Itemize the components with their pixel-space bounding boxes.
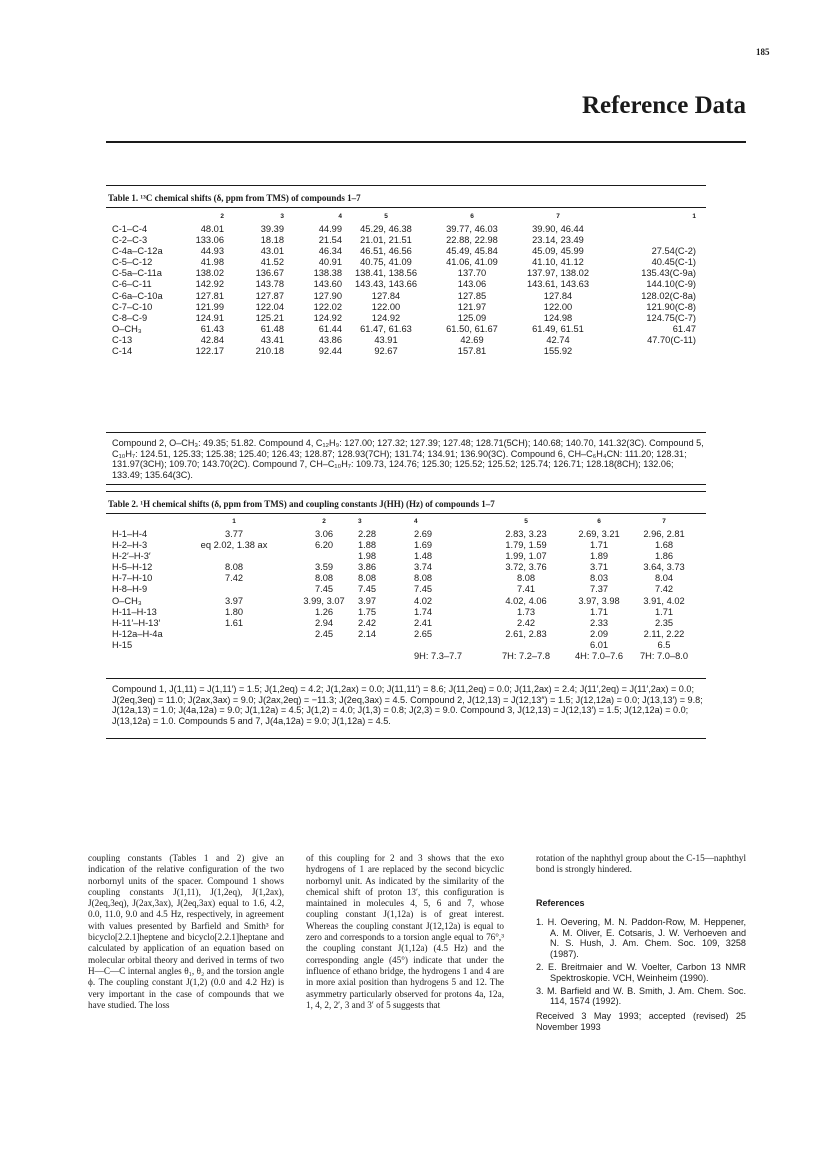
table-cell: 1.69 bbox=[414, 540, 433, 551]
table1 bbox=[112, 210, 696, 357]
table-cell: 1.74 bbox=[414, 606, 433, 617]
table-cell: 210.18 bbox=[255, 346, 284, 357]
title-rule bbox=[106, 141, 746, 143]
table-row bbox=[112, 618, 698, 629]
table-cell: 39.77, 46.03 bbox=[446, 224, 498, 234]
table-cell: 3.59 bbox=[314, 562, 334, 573]
table-cell: 3.64, 3.73 bbox=[643, 562, 685, 573]
table-cell: 40.45(C-1) bbox=[651, 257, 696, 268]
column-header: 6 bbox=[597, 518, 601, 526]
table-cell: 122.17 bbox=[195, 346, 224, 357]
table-cell: 3.97 bbox=[224, 595, 244, 606]
table-cell bbox=[602, 346, 696, 357]
table-cell: 2.45 bbox=[314, 628, 334, 639]
table-cell: 92.44 bbox=[318, 346, 342, 357]
table-cell: 1.26 bbox=[314, 606, 334, 617]
column-header: 7 bbox=[556, 213, 560, 221]
row-label: H-2–H-3 bbox=[112, 540, 148, 551]
table-cell: 3.86 bbox=[358, 562, 377, 573]
table-cell: 61.48 bbox=[260, 323, 284, 334]
table-cell: 1.75 bbox=[358, 606, 377, 617]
body-column-3 bbox=[536, 853, 746, 1033]
table-cell bbox=[414, 640, 484, 651]
table2-bottom-rule bbox=[106, 678, 706, 679]
table-cell: 8.03 bbox=[589, 573, 609, 584]
table-cell: 142.92 bbox=[195, 279, 224, 290]
received-note: Received 3 May 1993; accepted (revised) 25 November 1993 bbox=[536, 1011, 746, 1033]
table-header-row bbox=[112, 210, 696, 224]
column-header: 1 bbox=[692, 213, 696, 221]
page-number: 185 bbox=[756, 47, 770, 57]
table-row bbox=[112, 651, 698, 662]
table-cell: 8.04 bbox=[654, 573, 674, 584]
table-cell: 41.06, 41.09 bbox=[446, 257, 498, 268]
table-cell: 2.83, 3.23 bbox=[505, 529, 547, 539]
table-cell: 92.67 bbox=[374, 346, 398, 357]
row-label: H-8–H-9 bbox=[112, 584, 148, 595]
table-cell: 7H: 7.0–8.0 bbox=[639, 651, 689, 662]
table2-footnote: Compound 1, J(1,11) = J(1,11′) = 1.5; J(1,2eq) = 4.2; J(1,2ax) = 0.0; J(11,11′) = 8.6; J(11,2eq) = 0.0; J(11,2ax) = 2.4; J(11′,2eq) = J(11′,2ax) = 0.0; J(2eq,3eq) = 11.0; J(2ax,3ax) = 9.0; J(2ax,2eq) = −11.3; J(2eq,3ax) = 4.5. Compound 2, J(12,13) = J(12,13″) = 1.5; J(12,12a) = 0.0; J(13,13′) = 9.8; J(12a,13) = 1.0; J(4a,12a) = 9.0; J(1,12a) = 4.5; J(1,2) = 4.0; J(1,3) = 0.8; J(2,3) = 9.0. Compound 3, J(12,13) = J(12,13′) = 1.5; J(12,12a) = 0.0; J(13,12a) = 1.0. Compounds 5 and 7, J(4a,12a) = 9.0; J(1,12a) = 4.5. bbox=[112, 684, 703, 726]
table-cell: 2.61, 2.83 bbox=[505, 628, 547, 639]
table-cell: 40.91 bbox=[318, 257, 342, 268]
row-label: H-2′–H-3′ bbox=[112, 551, 151, 562]
table-cell: 61.43 bbox=[200, 323, 224, 334]
table1-top-rule bbox=[106, 185, 706, 186]
table-cell: 2.96, 2.81 bbox=[643, 529, 685, 539]
table-cell: 3.06 bbox=[314, 529, 334, 539]
table-cell: 23.14, 23.49 bbox=[532, 235, 584, 246]
row-label: H-12a–H-4a bbox=[112, 628, 163, 639]
table-cell: 1.79, 1.59 bbox=[505, 540, 547, 551]
table2-top-rule bbox=[106, 491, 706, 492]
table-row bbox=[112, 324, 696, 335]
row-label: H-5–H-12 bbox=[112, 562, 153, 573]
row-label: H-11–H-13 bbox=[112, 606, 157, 617]
column-header: 3 bbox=[358, 518, 362, 526]
table-cell: 3.97, 3.98 bbox=[578, 595, 620, 606]
table-cell: 45.29, 46.38 bbox=[360, 224, 412, 234]
table-cell: 2.69 bbox=[414, 529, 433, 539]
table1-bottom-rule bbox=[106, 432, 706, 433]
table-cell: 21.01, 21.51 bbox=[360, 235, 412, 246]
table-cell: 2.69, 3.21 bbox=[578, 529, 620, 539]
table-cell: 127.84 bbox=[543, 290, 573, 301]
table-cell bbox=[358, 640, 414, 651]
table-cell: 45.49, 45.84 bbox=[446, 246, 498, 257]
table-row bbox=[112, 257, 696, 268]
table-cell: 138.38 bbox=[313, 268, 342, 279]
table-cell: 143.06 bbox=[457, 279, 487, 290]
table-cell: 121.90(C-8) bbox=[646, 301, 696, 312]
table-cell: 1.68 bbox=[654, 540, 674, 551]
table-cell: 7.37 bbox=[589, 584, 609, 595]
table-cell: 42.74 bbox=[546, 334, 570, 345]
table-cell: 122.00 bbox=[543, 301, 573, 312]
table-cell: 2.14 bbox=[358, 628, 377, 639]
references-list bbox=[536, 917, 746, 1007]
table-cell: 121.97 bbox=[457, 301, 487, 312]
table-cell: 2.65 bbox=[414, 628, 433, 639]
table-cell: 135.43(C-9a) bbox=[641, 268, 696, 279]
table-cell: 3.72, 3.76 bbox=[505, 562, 547, 573]
table-cell: 137.70 bbox=[457, 268, 487, 279]
table-cell: 127.87 bbox=[255, 290, 284, 301]
table-cell: 46.51, 46.56 bbox=[360, 246, 412, 257]
table-cell: 2.42 bbox=[358, 617, 377, 628]
table-cell: 3.74 bbox=[414, 562, 433, 573]
table-cell: 8.08 bbox=[414, 573, 433, 584]
table2-header-rule bbox=[106, 513, 706, 514]
table-cell bbox=[602, 235, 696, 246]
table-cell bbox=[290, 551, 358, 562]
table-cell: 144.10(C-9) bbox=[646, 279, 696, 290]
column-header: 2 bbox=[322, 518, 326, 526]
table-cell: 3.77 bbox=[224, 529, 244, 539]
table-cell: 42.84 bbox=[200, 334, 224, 345]
row-label bbox=[112, 651, 178, 662]
table-cell: 121.99 bbox=[195, 301, 224, 312]
table-row bbox=[112, 551, 698, 562]
table-row bbox=[112, 529, 698, 540]
table-cell: 41.52 bbox=[260, 257, 284, 268]
table-cell: 1.73 bbox=[516, 606, 536, 617]
table-cell: 44.93 bbox=[200, 246, 224, 257]
table-cell: 39.39 bbox=[260, 224, 284, 234]
table-cell: 127.81 bbox=[195, 290, 224, 301]
table-cell: 27.54(C-2) bbox=[651, 246, 696, 257]
table-cell bbox=[178, 629, 290, 640]
table-cell: 9H: 7.3–7.7 bbox=[414, 651, 463, 662]
table-cell: 3.71 bbox=[589, 562, 609, 573]
table-cell: 1.80 bbox=[224, 606, 244, 617]
table1-header-rule bbox=[106, 207, 706, 208]
table-cell: 127.85 bbox=[457, 290, 487, 301]
table-cell: 2.94 bbox=[314, 617, 334, 628]
row-label: C-5–C-12 bbox=[112, 257, 153, 268]
table-row bbox=[112, 640, 698, 651]
table-row bbox=[112, 302, 696, 313]
table-cell: 1.71 bbox=[589, 540, 609, 551]
table-cell: 61.50, 61.67 bbox=[446, 323, 498, 334]
body-column-2: of this coupling for 2 and 3 shows that the exo hydrogens of 1 are replaced by the second bicyclic norbornyl unit. As indicated by the similarity of the chemical shift of proton 13′, this configuration is maintained in molecules 4, 5, 6 and 7, whose coupling constant J(1,12a) is of great interest. Whereas the coupling constant J(12,12a) is equal to zero and corresponds to a torsion angle equal to 76°,³ the coupling constant J(1,12a) (4.5 Hz) and the corresponding angle (45°) indicate that under the influence of ethano bridge, the hydrogens 1 and 4 are in more axial position than hydrogens 5 and 12. The asymmetry particularly observed for protons 4a, 12a, 1, 4, 2, 2′, 3 and 3′ of 5 suggests that bbox=[306, 853, 504, 1010]
table-cell: 1.71 bbox=[654, 606, 674, 617]
table-cell: 43.86 bbox=[318, 334, 342, 345]
table-cell: 6.5 bbox=[657, 639, 671, 650]
table-row bbox=[112, 291, 696, 302]
table-cell: 122.04 bbox=[255, 301, 284, 312]
table-cell: 61.44 bbox=[318, 323, 342, 334]
table-cell: eq 2.02, 1.38 ax bbox=[200, 540, 268, 551]
table-cell: 4.02, 4.06 bbox=[505, 595, 547, 606]
column-header: 4 bbox=[414, 518, 418, 526]
table-cell: 47.70(C-11) bbox=[647, 334, 696, 345]
table-row bbox=[112, 346, 696, 357]
table-row bbox=[112, 279, 696, 290]
column-header: 5 bbox=[384, 213, 388, 221]
table-cell: 1.71 bbox=[589, 606, 609, 617]
table-cell: 48.01 bbox=[200, 224, 224, 234]
table2-close-rule bbox=[106, 738, 706, 739]
column-header: 1 bbox=[232, 518, 236, 526]
table-cell: 3.91, 4.02 bbox=[643, 595, 685, 606]
table-cell bbox=[358, 651, 414, 662]
table-cell: 6.01 bbox=[589, 639, 609, 650]
row-label: C-8–C-9 bbox=[112, 312, 148, 323]
table-cell: 18.18 bbox=[260, 235, 284, 246]
row-label: C-2–C-3 bbox=[112, 235, 148, 246]
table1-caption: Table 1. ¹³C chemical shifts (δ, ppm from TMS) of compounds 1–7 bbox=[108, 193, 361, 203]
table-cell: 8.08 bbox=[224, 562, 244, 573]
table-cell: 2.28 bbox=[358, 529, 377, 539]
table-cell: 8.08 bbox=[314, 573, 334, 584]
table1-footnote: Compound 2, O–CH₃: 49.35; 51.82. Compound 4, C₁₂H₉: 127.00; 127.32; 127.39; 127.48; 128.71(5CH); 140.68; 140.70, 141.32(3C). Compound 5, C₁₀H₇: 124.51, 125.33; 125.38; 125.40; 126.43; 128.87; 128.93(7CH); 131.74; 134.91; 136.90(3C). Compound 6, CH–C₆H₄CN: 111.20; 128.31; 131.97(3CH); 109.70; 143.70(2C). Compound 7, CH–C₁₀H₇: 109.73, 124.76; 125.30; 125.52; 125.52; 125.74; 126.71; 128.18(8CH); 132.06; 133.49; 135.64(3C). bbox=[112, 438, 704, 480]
table-cell: 3.97 bbox=[358, 595, 377, 606]
table-cell: 125.21 bbox=[255, 312, 284, 323]
table-cell: 124.75(C-7) bbox=[646, 312, 696, 323]
table-cell: 138.41, 138.56 bbox=[354, 268, 418, 279]
table-row bbox=[112, 235, 696, 246]
table-cell bbox=[290, 651, 358, 662]
table-cell: 7.45 bbox=[314, 584, 334, 595]
table-cell: 1.86 bbox=[654, 551, 674, 562]
table-cell: 21.54 bbox=[318, 235, 342, 246]
table-cell: 43.41 bbox=[260, 334, 284, 345]
row-label: H-15 bbox=[112, 639, 133, 650]
table-cell: 2.33 bbox=[589, 617, 609, 628]
table-cell: 128.02(C-8a) bbox=[641, 290, 696, 301]
table-cell: 1.61 bbox=[224, 617, 244, 628]
table-row bbox=[112, 596, 698, 607]
table-cell: 143.61, 143.63 bbox=[526, 279, 590, 290]
table-cell: 127.90 bbox=[313, 290, 342, 301]
row-label: C-7–C-10 bbox=[112, 301, 153, 312]
table-cell: 124.92 bbox=[371, 312, 401, 323]
table-cell: 7.42 bbox=[654, 584, 674, 595]
table-cell: 8.08 bbox=[358, 573, 377, 584]
table-row bbox=[112, 224, 696, 235]
table-cell bbox=[178, 651, 290, 662]
table-cell: 124.91 bbox=[195, 312, 224, 323]
table-cell: 124.92 bbox=[313, 312, 342, 323]
row-label: C-14 bbox=[112, 346, 133, 357]
reference-item: 1. H. Oevering, M. N. Paddon-Row, M. Heppener, A. M. Oliver, E. Cotsaris, J. W. Verhoeven and N. S. Hush, J. Am. Chem. Soc. 109, 3258 (1987). bbox=[536, 916, 746, 960]
reference-item: 2. E. Breitmaier and W. Voelter, Carbon 13 NMR Spektroskopie. VCH, Weinheim (1990). bbox=[536, 962, 746, 983]
row-label: C-13 bbox=[112, 334, 133, 345]
table-row bbox=[112, 562, 698, 573]
table-cell: 122.00 bbox=[371, 301, 401, 312]
table-cell: 7.45 bbox=[358, 584, 377, 595]
table-cell: 61.47, 61.63 bbox=[360, 323, 412, 334]
table-cell: 2.09 bbox=[589, 628, 609, 639]
table-cell: 143.60 bbox=[313, 279, 342, 290]
table-cell: 1.98 bbox=[358, 551, 377, 562]
column-header bbox=[112, 515, 178, 529]
table-cell: 127.84 bbox=[371, 290, 401, 301]
table1-end-rule bbox=[106, 484, 706, 485]
table-row bbox=[112, 313, 696, 324]
body-column-3-text: rotation of the naphthyl group about the C-15—naphthyl bond is strongly hindered. bbox=[536, 853, 746, 875]
table-row bbox=[112, 629, 698, 640]
table-cell bbox=[290, 640, 358, 651]
row-label: C-6a–C-10a bbox=[112, 290, 163, 301]
table-cell: 44.99 bbox=[318, 224, 342, 234]
table-cell bbox=[602, 224, 696, 235]
table-cell: 45.09, 45.99 bbox=[532, 246, 584, 257]
table2 bbox=[112, 515, 698, 662]
table-row bbox=[112, 573, 698, 584]
table-row bbox=[112, 268, 696, 279]
table-cell: 125.09 bbox=[457, 312, 487, 323]
table2-caption: Table 2. ¹H chemical shifts (δ, ppm from TMS) and coupling constants J(HH) (Hz) of compounds 1–7 bbox=[108, 499, 495, 509]
table-cell: 136.67 bbox=[255, 268, 284, 279]
body-column-1: coupling constants (Tables 1 and 2) give an indication of the relative configuration of the two norbornyl units of the spacer. Compound 1 shows coupling constants J(1,11), J(1,2eq), J(1,2ax), J(2eq,3eq), J(2ax,3ax), J(2eq,3ax) equal to 1.6, 4.2, 0.0, 11.0, 9.0 and 4.5 Hz, respectively, in agreement with values presented by Barfield and Smith³ for bicyclo[2.2.1]heptene and bicyclo[2.2.1]heptane and calculated by application of an equation based on molecular orbital theory and derived in terms of two H—C—C internal angles θ₁, θ₂ and the torsion angle ϕ. The coupling constant J(1,2) (0.0 and 4.2 Hz) is very important in the case of compounds that we have studied. The loss bbox=[88, 853, 284, 1010]
page-title: Reference Data bbox=[581, 92, 746, 119]
row-label: C-1–C-4 bbox=[112, 224, 148, 234]
table-cell: 133.06 bbox=[195, 235, 224, 246]
table-cell: 1.88 bbox=[358, 540, 377, 551]
reference-item: 3. M. Barfield and W. B. Smith, J. Am. Chem. Soc. 114, 1574 (1992). bbox=[536, 985, 746, 1007]
table-cell: 61.47 bbox=[672, 323, 696, 334]
table-cell: 41.10, 41.12 bbox=[532, 257, 584, 268]
row-label: C-5a–C-11a bbox=[112, 268, 162, 279]
table-cell: 138.02 bbox=[195, 268, 224, 279]
table-row bbox=[112, 540, 698, 551]
column-header: 6 bbox=[470, 213, 474, 221]
table-cell: 1.48 bbox=[414, 551, 433, 562]
table-cell: 2.35 bbox=[654, 617, 674, 628]
table-cell: 22.88, 22.98 bbox=[446, 235, 498, 246]
column-header: 5 bbox=[524, 518, 528, 526]
column-header: 7 bbox=[662, 518, 666, 526]
table-cell: 7H: 7.2–7.8 bbox=[501, 651, 551, 662]
column-header: 4 bbox=[338, 213, 342, 221]
row-label: H-1–H-4 bbox=[112, 529, 148, 539]
table-cell: 40.75, 41.09 bbox=[360, 257, 412, 268]
row-label: C-6–C-11 bbox=[112, 279, 152, 290]
table-header-row bbox=[112, 515, 698, 529]
table-cell: 143.78 bbox=[255, 279, 284, 290]
table-cell: 7.42 bbox=[224, 573, 244, 584]
table-cell: 61.49, 61.51 bbox=[532, 323, 584, 334]
row-label: O–CH₃ bbox=[112, 595, 142, 606]
table-cell bbox=[484, 640, 568, 651]
table-cell: 39.90, 46.44 bbox=[532, 224, 584, 234]
table-cell: 4H: 7.0–7.6 bbox=[574, 651, 624, 662]
table-row bbox=[112, 584, 698, 595]
table-cell: 41.98 bbox=[200, 257, 224, 268]
column-header: 3 bbox=[280, 213, 284, 221]
table-cell: 143.43, 143.66 bbox=[354, 279, 418, 290]
row-label: H-11′–H-13′ bbox=[112, 617, 161, 628]
table-row bbox=[112, 607, 698, 618]
table-cell: 137.97, 138.02 bbox=[526, 268, 590, 279]
table-cell: 122.02 bbox=[313, 301, 342, 312]
table-cell bbox=[178, 584, 290, 595]
table-cell: 43.01 bbox=[260, 246, 284, 257]
table-cell: 2.11, 2.22 bbox=[643, 628, 685, 639]
column-header bbox=[112, 210, 174, 224]
table-cell: 1.99, 1.07 bbox=[505, 551, 547, 562]
table-cell bbox=[178, 640, 290, 651]
table-cell: 6.20 bbox=[314, 540, 334, 551]
table-cell: 7.41 bbox=[516, 584, 536, 595]
row-label: O–CH₃ bbox=[112, 323, 142, 334]
row-label: C-4a–C-12a bbox=[112, 246, 163, 257]
table-cell: 155.92 bbox=[543, 346, 573, 357]
table-cell: 43.91 bbox=[374, 334, 398, 345]
table-cell: 2.41 bbox=[414, 617, 433, 628]
table-cell: 1.89 bbox=[589, 551, 609, 562]
table-cell: 7.45 bbox=[414, 584, 433, 595]
table-cell: 42.69 bbox=[460, 334, 484, 345]
table-cell: 4.02 bbox=[414, 595, 433, 606]
row-label: H-7–H-10 bbox=[112, 573, 153, 584]
table-row bbox=[112, 335, 696, 346]
table-cell: 2.42 bbox=[516, 617, 536, 628]
references-heading: References bbox=[536, 897, 585, 908]
table-cell bbox=[178, 551, 290, 562]
table-cell: 8.08 bbox=[516, 573, 536, 584]
table-cell: 46.34 bbox=[318, 246, 342, 257]
table-cell: 157.81 bbox=[457, 346, 487, 357]
table-row bbox=[112, 246, 696, 257]
table-cell: 124.98 bbox=[543, 312, 573, 323]
column-header: 2 bbox=[220, 213, 224, 221]
table-cell: 3.99, 3.07 bbox=[303, 595, 345, 606]
